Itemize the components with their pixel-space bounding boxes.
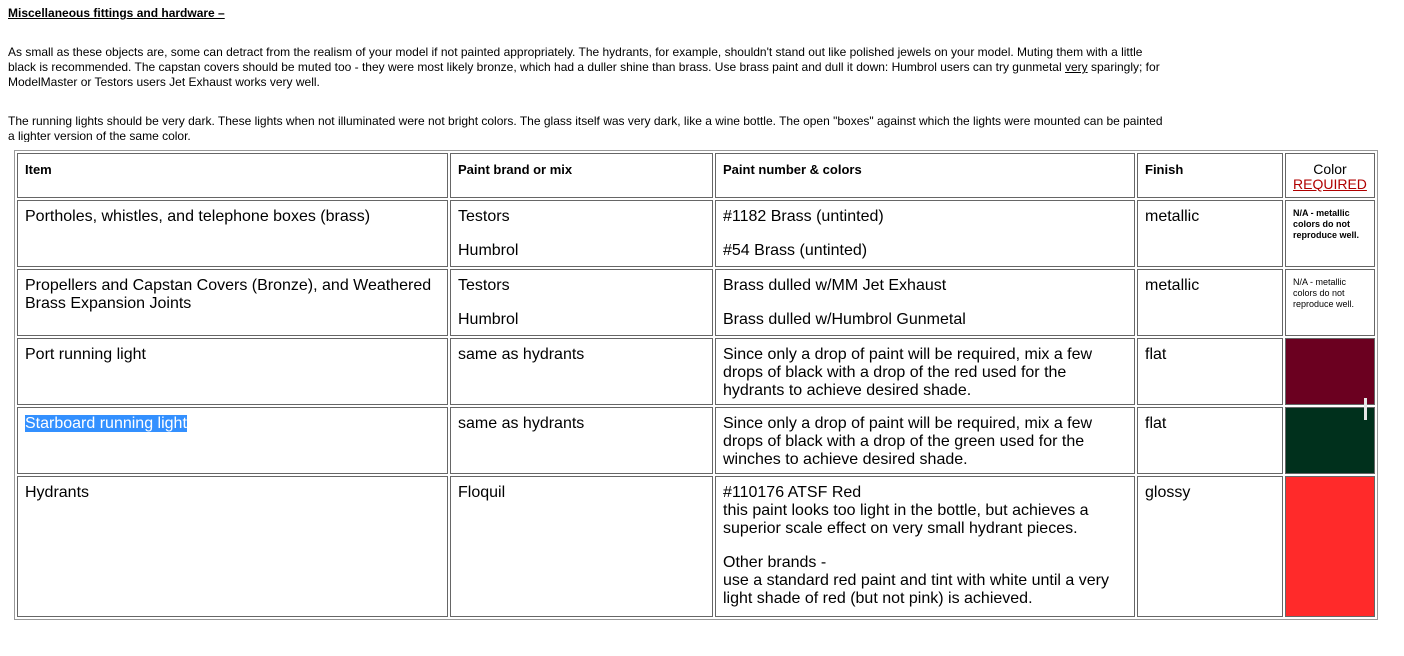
header-color-label: Color [1313, 161, 1347, 177]
number-line: Brass dulled w/MM Jet Exhaust [723, 277, 947, 294]
cell-finish: glossy [1137, 476, 1283, 617]
cell-finish: flat [1137, 338, 1283, 405]
number-line: use a standard red paint and tint with white until a very light shade of red (but not pink) is achieved. [723, 572, 1109, 607]
cell-item: Portholes, whistles, and telephone boxes (brass) [17, 200, 448, 267]
brand-line: Testors [458, 277, 510, 294]
cell-brand: Floquil [450, 476, 713, 617]
cell-color-note [1285, 200, 1375, 267]
cell-brand [450, 200, 713, 267]
table-row [17, 200, 1375, 267]
intro-text-end: sparingly; for ModelMaster or Testors users Jet Exhaust works very well. [8, 60, 1160, 89]
number-line: Other brands - [723, 554, 827, 571]
cell-brand [450, 269, 713, 336]
header-color [1285, 153, 1375, 198]
header-brand: Paint brand or mix [450, 153, 713, 198]
color-swatch [1285, 476, 1375, 617]
intro-paragraph-muting [8, 45, 1168, 90]
color-note: N/A - metallic colors do not reproduce well. [1293, 277, 1355, 309]
brand-line: Humbrol [458, 242, 519, 259]
header-item: Item [17, 153, 448, 198]
cell-item: Hydrants [17, 476, 448, 617]
color-note: N/A - metallic colors do not reproduce well. [1293, 208, 1360, 240]
intro-text-start: As small as these objects are, some can detract from the realism of your model if not painted appropriately. The hydrants, for example, shouldn't stand out like polished jewels on your model. Muting them with a little black is recommended. The capstan covers should be muted too - they were most likely bronze, which had a duller shine than brass. Use brass paint and dull it down: Humbrol users can try gunmetal [8, 45, 1143, 74]
cell-brand: same as hydrants [450, 338, 713, 405]
brand-line: Humbrol [458, 311, 519, 328]
number-line: #110176 ATSF Red [723, 484, 862, 501]
cell-number [715, 200, 1135, 267]
number-line: Brass dulled w/Humbrol Gunmetal [723, 311, 966, 328]
header-finish: Finish [1137, 153, 1283, 198]
cell-number [715, 269, 1135, 336]
cell-finish: metallic [1137, 269, 1283, 336]
number-line: #1182 Brass (untinted) [723, 208, 884, 225]
cell-item [17, 407, 448, 474]
section-heading: Miscellaneous fittings and hardware – [8, 6, 225, 20]
table-header-row [17, 153, 1375, 198]
required-link[interactable]: REQUIRED [1293, 176, 1367, 192]
cell-brand: same as hydrants [450, 407, 713, 474]
intro-emphasis: very [1064, 60, 1088, 74]
selected-text[interactable]: Starboard running light [25, 415, 187, 432]
cell-item: Port running light [17, 338, 448, 405]
cell-color-note [1285, 269, 1375, 336]
table-row [17, 338, 1375, 405]
cell-number: Since only a drop of paint will be required, mix a few drops of black with a drop of the green used for the winches to achieve desired shade. [715, 407, 1135, 474]
header-number: Paint number & colors [715, 153, 1135, 198]
cell-finish: metallic [1137, 200, 1283, 267]
table-row [17, 269, 1375, 336]
paint-table [14, 150, 1378, 620]
brand-line: Testors [458, 208, 510, 225]
number-line: this paint looks too light in the bottle, but achieves a superior scale effect on very small hydrant pieces. [723, 502, 1089, 537]
cell-number: Since only a drop of paint will be required, mix a few drops of black with a drop of the red used for the hydrants to achieve desired shade. [715, 338, 1135, 405]
table-row [17, 407, 1375, 474]
number-line: #54 Brass (untinted) [723, 242, 868, 259]
color-swatch [1285, 338, 1375, 405]
intro-paragraph-running-lights: The running lights should be very dark. These lights when not illuminated were not bright colors. The glass itself was very dark, like a wine bottle. The open "boxes" against which the lights were mounted can be painted a lighter version of the same color. [8, 114, 1163, 142]
cell-finish: flat [1137, 407, 1283, 474]
table-row [17, 476, 1375, 617]
scrollbar-marker[interactable] [1364, 398, 1367, 420]
cell-item: Propellers and Capstan Covers (Bronze), and Weathered Brass Expansion Joints [17, 269, 448, 336]
color-swatch [1285, 407, 1375, 474]
cell-number [715, 476, 1135, 617]
